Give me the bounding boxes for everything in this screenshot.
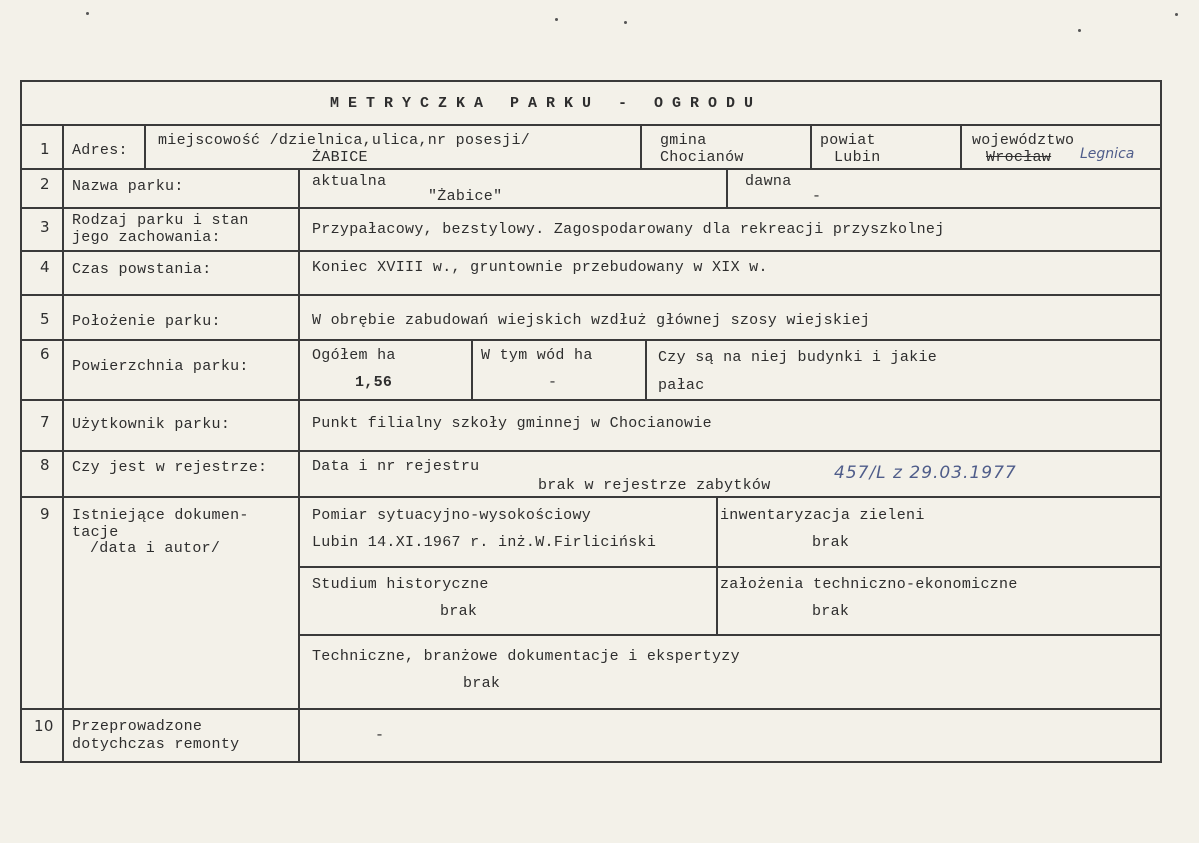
history-value: brak bbox=[440, 603, 478, 620]
park-type-label: jego zachowania: bbox=[72, 229, 221, 246]
register-value: brak w rejestrze zabytków bbox=[538, 477, 771, 494]
expertise-label: Techniczne, branżowe dokumentacje i ekspertyzy bbox=[312, 648, 740, 665]
voivodeship-handwritten: Legnica bbox=[1080, 146, 1135, 162]
rule bbox=[144, 124, 146, 168]
expertise-value: brak bbox=[463, 675, 501, 692]
powiat-label: powiat bbox=[820, 132, 876, 149]
repairs-value: - bbox=[375, 727, 385, 744]
current-name-value: "Żabice" bbox=[428, 188, 503, 205]
rule bbox=[22, 399, 1162, 401]
docs-label: /data i autor/ bbox=[90, 540, 221, 557]
voivodeship-label: województwo bbox=[972, 132, 1075, 149]
scan-speck bbox=[624, 21, 627, 24]
buildings-value: pałac bbox=[658, 377, 705, 394]
area-label: Powierzchnia parku: bbox=[72, 358, 249, 375]
row-number: 7 bbox=[40, 413, 50, 431]
register-label: Czy jest w rejestrze: bbox=[72, 459, 268, 476]
row-number: 8 bbox=[40, 456, 50, 474]
docs-label: tacje bbox=[72, 524, 119, 541]
water-area-value: - bbox=[548, 374, 558, 391]
survey-value: Lubin 14.XI.1967 r. inż.W.Firliciński bbox=[312, 534, 657, 551]
user-label: Użytkownik parku: bbox=[72, 416, 231, 433]
rule bbox=[726, 168, 728, 207]
tech-label: założenia techniczno-ekonomiczne bbox=[720, 576, 1018, 593]
inventory-value: brak bbox=[812, 534, 850, 551]
inventory-label: inwentaryzacja zieleni bbox=[720, 507, 925, 524]
total-area-label: Ogółem ha bbox=[312, 347, 396, 364]
row-number: 5 bbox=[40, 310, 50, 328]
rule-top bbox=[20, 80, 1162, 82]
rule-num-col bbox=[62, 124, 64, 762]
powiat-value: Lubin bbox=[834, 149, 881, 166]
docs-label: Istniejące dokumen- bbox=[72, 507, 249, 524]
location-value: ŻABICE bbox=[312, 149, 368, 166]
register-date-label: Data i nr rejestru bbox=[312, 458, 480, 475]
water-area-label: W tym wód ha bbox=[481, 347, 593, 364]
origin-value: Koniec XVIII w., gruntownie przebudowany w XIX w. bbox=[312, 259, 768, 276]
rule bbox=[810, 124, 812, 168]
scan-speck bbox=[1175, 13, 1178, 16]
row-number: 10 bbox=[34, 717, 54, 735]
rule-right bbox=[1160, 80, 1162, 763]
row-number: 3 bbox=[40, 218, 50, 236]
location-header: miejscowość /dzielnica,ulica,nr posesji/ bbox=[158, 132, 531, 149]
rule bbox=[22, 339, 1162, 341]
rule bbox=[716, 496, 718, 634]
location-desc-value: W obrębie zabudowań wiejskich wzdłuż głównej szosy wiejskiej bbox=[312, 312, 871, 329]
rule-bottom bbox=[22, 761, 1162, 763]
row-number: 2 bbox=[40, 175, 50, 193]
park-name-label: Nazwa parku: bbox=[72, 178, 184, 195]
buildings-label: Czy są na niej budynki i jakie bbox=[658, 349, 938, 366]
park-type-label: Rodzaj parku i stan bbox=[72, 212, 249, 229]
address-label: Adres: bbox=[72, 142, 128, 159]
voivodeship-value-struck: Wrocław bbox=[986, 149, 1052, 166]
rule bbox=[300, 634, 1162, 636]
row-number: 1 bbox=[40, 140, 50, 158]
row-number: 9 bbox=[40, 505, 50, 523]
gmina-value: Chocianów bbox=[660, 149, 744, 166]
repairs-label: Przeprowadzone bbox=[72, 718, 203, 735]
total-area-value: 1,56 bbox=[355, 374, 393, 391]
history-label: Studium historyczne bbox=[312, 576, 489, 593]
rule bbox=[22, 496, 1162, 498]
row-number: 6 bbox=[40, 345, 50, 363]
rule bbox=[300, 566, 1162, 568]
tech-value: brak bbox=[812, 603, 850, 620]
former-name-value: - bbox=[812, 188, 822, 205]
rule bbox=[22, 708, 1162, 710]
user-value: Punkt filialny szkoły gminnej w Chocianowie bbox=[312, 415, 712, 432]
register-handwritten: 457/L z 29.03.1977 bbox=[834, 463, 1017, 483]
rule bbox=[22, 450, 1162, 452]
scan-speck bbox=[555, 18, 558, 21]
rule bbox=[22, 294, 1162, 296]
origin-label: Czas powstania: bbox=[72, 261, 212, 278]
rule-left bbox=[20, 80, 22, 763]
gmina-label: gmina bbox=[660, 132, 707, 149]
location-label: Położenie parku: bbox=[72, 313, 221, 330]
scan-speck bbox=[1078, 29, 1081, 32]
repairs-label: dotychczas remonty bbox=[72, 736, 240, 753]
rule bbox=[471, 339, 473, 399]
scan-speck bbox=[86, 12, 89, 15]
park-type-value: Przypałacowy, bezstylowy. Zagospodarowany dla rekreacji przyszkolnej bbox=[312, 221, 945, 238]
rule bbox=[22, 250, 1162, 252]
rule bbox=[22, 124, 1162, 126]
current-name-label: aktualna bbox=[312, 173, 387, 190]
survey-label: Pomiar sytuacyjno-wysokościowy bbox=[312, 507, 592, 524]
rule-label-col bbox=[298, 168, 300, 762]
card-title: METRYCZKA PARKU - OGRODU bbox=[330, 95, 763, 112]
former-name-label: dawna bbox=[745, 173, 792, 190]
rule bbox=[640, 124, 642, 168]
row-number: 4 bbox=[40, 258, 50, 276]
rule bbox=[960, 124, 962, 168]
rule bbox=[645, 339, 647, 399]
rule bbox=[22, 168, 1162, 170]
rule bbox=[22, 207, 1162, 209]
